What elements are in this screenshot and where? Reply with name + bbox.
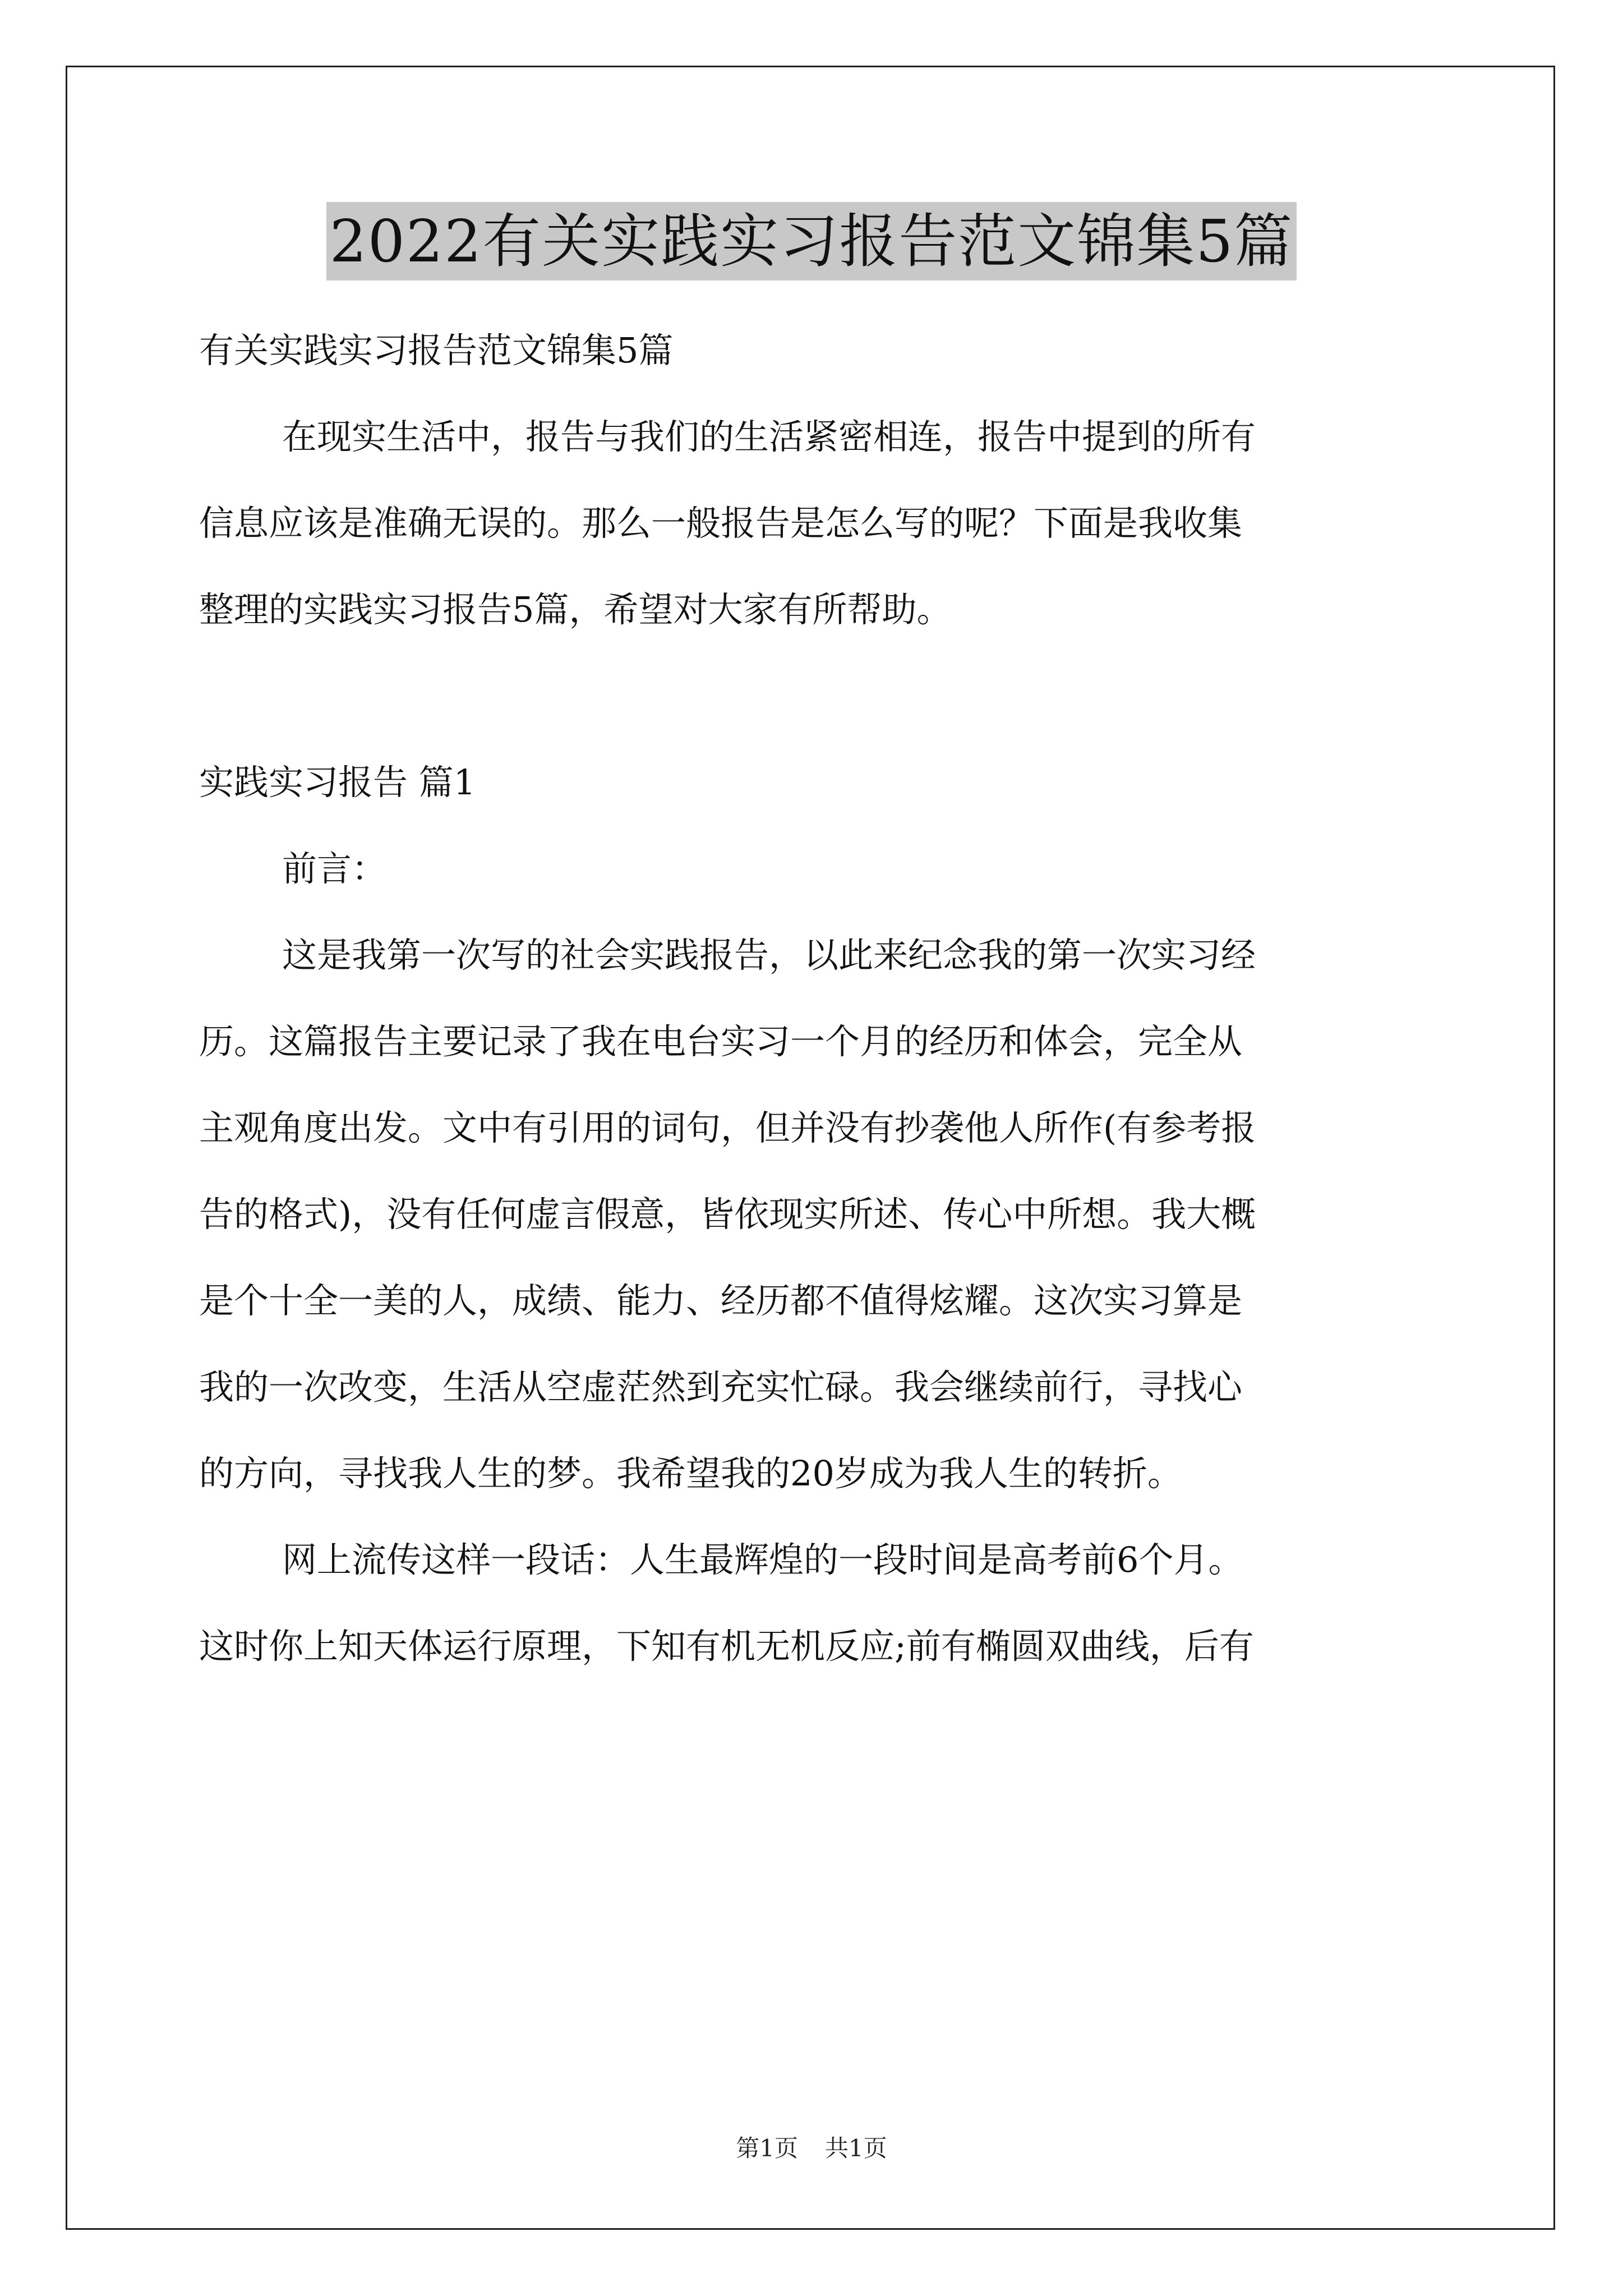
section-heading: 实践实习报告 篇1 [199,762,476,803]
paragraph-line: 告的格式)，没有任何虚言假意，皆依现实所述、传心中所想。我大概 [199,1194,1256,1235]
paragraph-line: 网上流传这样一段话：人生最辉煌的一段时间是高考前6个月。 [282,1539,1243,1580]
paragraph-line: 历。这篇报告主要记录了我在电台实习一个月的经历和体会，完全从 [199,1021,1243,1062]
page-number: 第1页 [736,2134,798,2162]
intro-line: 在现实生活中，报告与我们的生活紧密相连，报告中提到的所有 [282,416,1256,457]
document-title: 2022有关实践实习报告范文锦集5篇 [326,202,1297,280]
paragraph-line: 主观角度出发。文中有引用的词句，但并没有抄袭他人所作(有参考报 [199,1107,1256,1148]
intro-line: 整理的实践实习报告5篇，希望对大家有所帮助。 [199,589,952,630]
page-total: 共1页 [825,2134,887,2162]
paragraph-line: 是个十全一美的人，成绩、能力、经历都不值得炫耀。这次实习算是 [199,1280,1243,1321]
spacer [199,653,1430,739]
paragraph-line: 我的一次改变，生活从空虚茫然到充实忙碌。我会继续前行，寻找心 [199,1366,1243,1407]
paragraph-line: 的方向，寻找我人生的梦。我希望我的20岁成为我人生的转折。 [199,1453,1182,1494]
paragraph-line: 这时你上知天体运行原理，下知有机无机反应;前有椭圆双曲线，后有 [199,1626,1254,1667]
intro-line: 信息应该是准确无误的。那么一般报告是怎么写的呢？下面是我收集 [199,503,1243,544]
document-subtitle: 有关实践实习报告范文锦集5篇 [199,330,674,371]
title-block [0,202,1623,280]
preface-label: 前言： [282,848,387,889]
paragraph-line: 这是我第一次写的社会实践报告，以此来纪念我的第一次实习经 [282,935,1256,976]
document-body [199,307,1430,1690]
page-footer [0,2132,1623,2165]
